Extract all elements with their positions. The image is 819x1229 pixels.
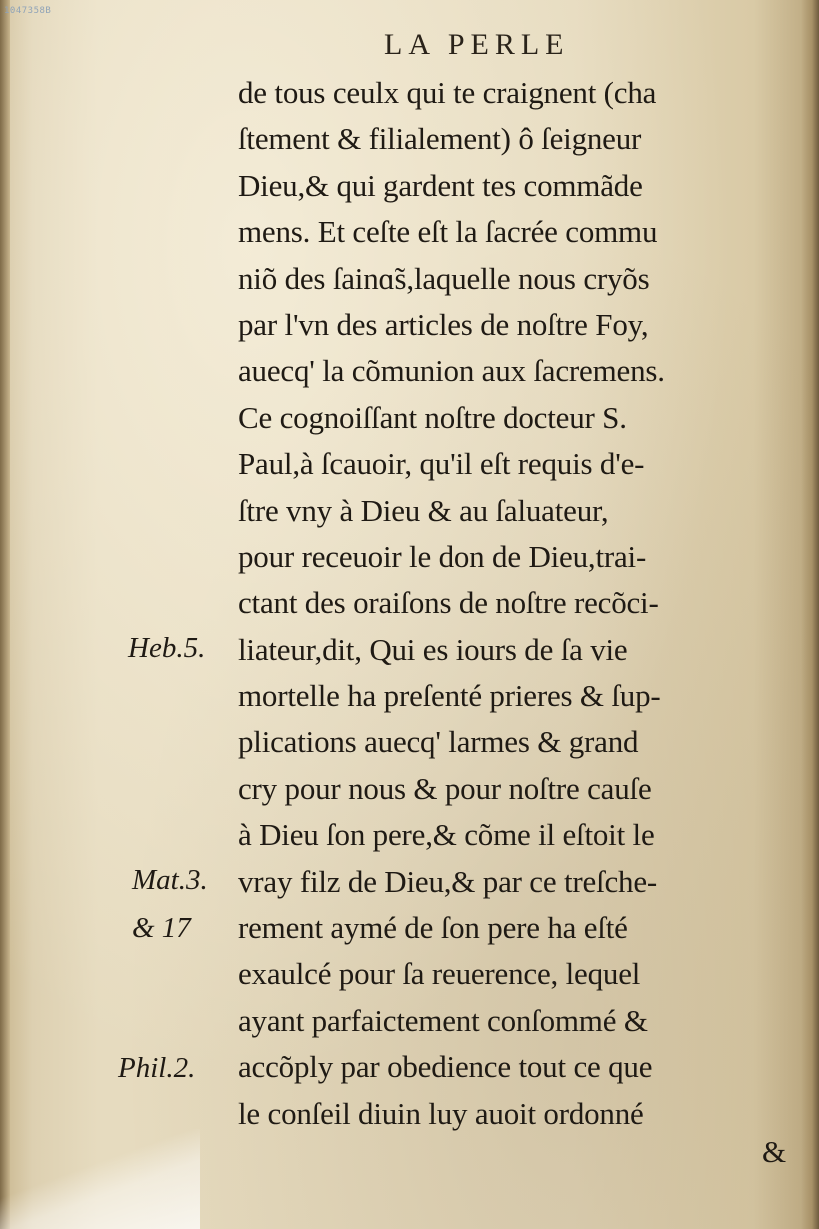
text-line-16: cry pour nous & pour noſtre cauſe [238, 770, 652, 806]
text-line-4: mens. Et ceſte eſt la ſacrée commu [238, 214, 658, 250]
margin-note-matthew: Mat.3. [132, 864, 208, 896]
text-line-23: le conſeil diuin luy auoit ordonné [238, 1095, 644, 1131]
shelfmark-label: 1047358B [4, 6, 52, 16]
margin-note-hebrews: Heb.5. [128, 632, 206, 664]
text-line-22: accõply par obedience tout ce que [238, 1049, 653, 1085]
margin-note-and-17: & 17 [132, 912, 191, 944]
running-head: LA PERLE [384, 28, 570, 61]
text-line-6: par l'vn des articles de noſtre Foy, [238, 306, 649, 342]
text-line-2: ſtement & filialement) ô ſeigneur [238, 121, 642, 157]
text-line-18: vray filz de Dieu,& par ce treſche- [238, 863, 658, 899]
text-line-20: exaulcé pour ſa reuerence, lequel [238, 956, 641, 992]
text-line-17: à Dieu ſon pere,& cõme il eſtoit le [238, 817, 655, 853]
text-line-7: auecq' la cõmunion aux ſacremens. [238, 353, 665, 389]
catchword: & [762, 1134, 787, 1169]
text-line-21: ayant parfaictement conſommé & [238, 1002, 648, 1038]
margin-note-philippians: Phil.2. [118, 1052, 196, 1084]
text-line-10: ſtre vny à Dieu & au ſaluateur, [238, 492, 609, 528]
text-block [238, 70, 804, 1137]
text-line-15: plications auecq' larmes & grand [238, 724, 639, 760]
text-line-8: Ce cognoiſſant noſtre docteur S. [238, 399, 627, 435]
text-line-11: pour receuoir le don de Dieu,trai- [238, 538, 647, 574]
text-line-3: Dieu,& qui gardent tes commãde [238, 167, 643, 203]
text-line-9: Paul,à ſcauoir, qu'il eſt requis d'e- [238, 446, 645, 482]
page-left-edge [0, 0, 10, 1229]
text-line-19: rement aymé de ſon pere ha eſté [238, 910, 628, 946]
page-corner-shade [0, 1129, 200, 1229]
text-line-13: liateur,dit, Qui es iours de ſa vie [238, 631, 628, 667]
text-line-14: mortelle ha preſenté prieres & ſup- [238, 678, 661, 714]
text-line-1: de tous ceulx qui te craignent (cha [238, 75, 657, 110]
text-line-5: niõ des ſainɑ̃s,laquelle nous cryõs [238, 260, 650, 296]
text-line-12: ctant des oraiſons de noſtre recõci- [238, 585, 659, 621]
